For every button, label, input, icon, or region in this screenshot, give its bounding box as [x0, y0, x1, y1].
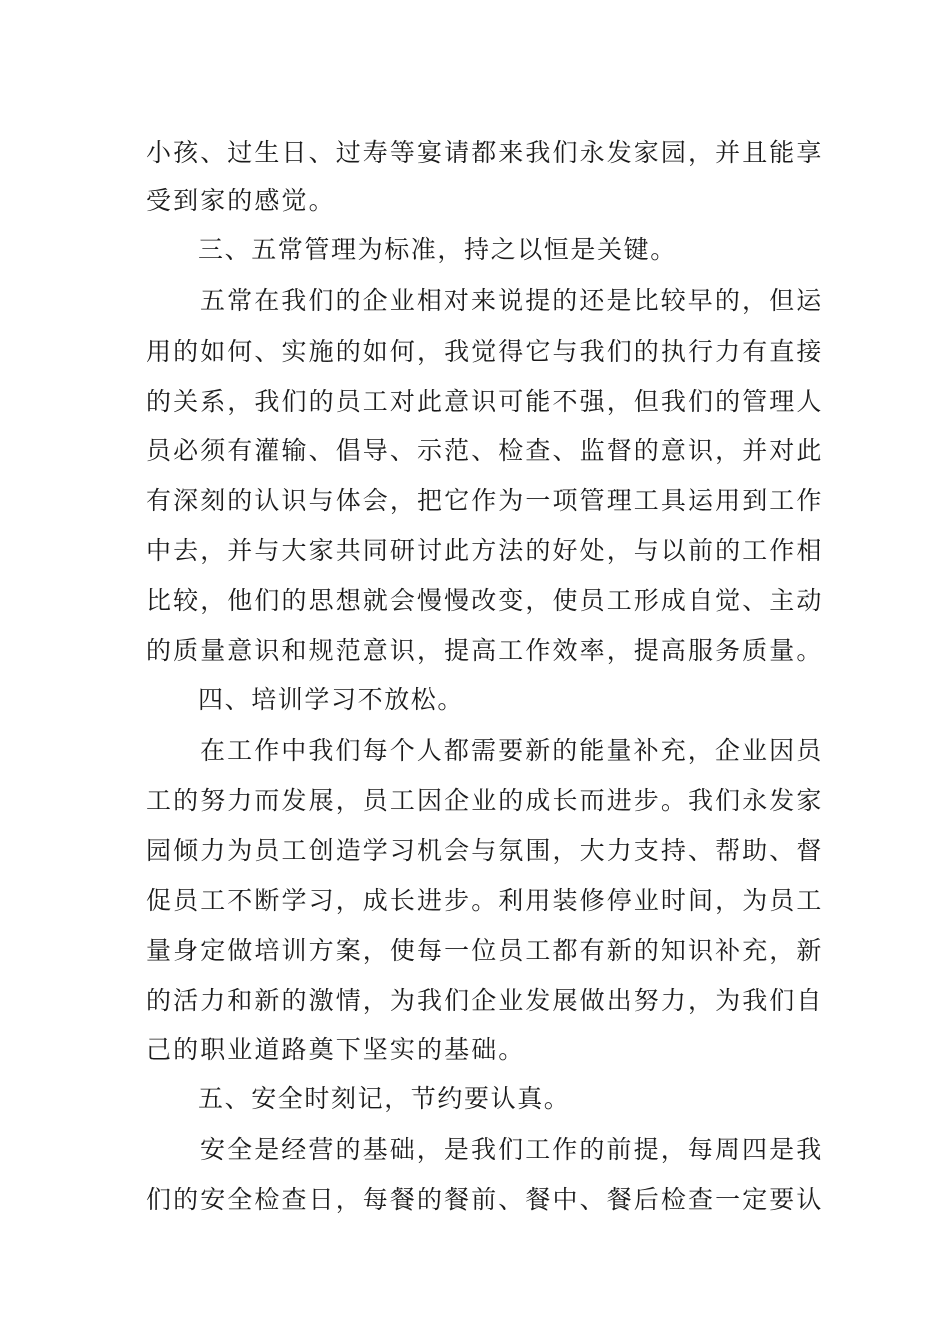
section-heading-4: 四、培训学习不放松。	[198, 685, 465, 714]
paragraph-first-line: 安全是经营的基础，是我们工作的前提，每周四是我	[200, 1135, 824, 1164]
body-text-line: 工的努力而发展，员工因企业的成长而进步。我们永发家	[146, 786, 824, 815]
body-text-line: 员必须有灌输、倡导、示范、检查、监督的意识，并对此	[146, 436, 824, 465]
body-text-line: 小孩、过生日、过寿等宴请都来我们永发家园，并且能享	[146, 138, 824, 167]
section-heading-5: 五、安全时刻记，节约要认真。	[198, 1084, 571, 1113]
paragraph-first-line: 在工作中我们每个人都需要新的能量补充，企业因员	[200, 736, 824, 765]
body-text-line: 的质量意识和规范意识，提高工作效率，提高服务质量。	[146, 636, 824, 665]
body-text-line: 己的职业道路奠下坚实的基础。	[146, 1035, 526, 1064]
body-text-line: 的关系，我们的员工对此意识可能不强，但我们的管理人	[146, 387, 824, 416]
body-text-line: 们的安全检查日，每餐的餐前、餐中、餐后检查一定要认	[146, 1185, 824, 1214]
body-text-line: 量身定做培训方案，使每一位员工都有新的知识补充，新	[146, 936, 824, 965]
body-text-line: 受到家的感觉。	[146, 186, 336, 215]
body-text-line: 用的如何、实施的如何，我觉得它与我们的执行力有直接	[146, 337, 824, 366]
paragraph-first-line: 五常在我们的企业相对来说提的还是比较早的，但运	[200, 286, 824, 315]
body-text-line: 园倾力为员工创造学习机会与氛围，大力支持、帮助、督	[146, 836, 824, 865]
body-text-line: 比较，他们的思想就会慢慢改变，使员工形成自觉、主动	[146, 586, 824, 615]
body-text-line: 促员工不断学习，成长进步。利用装修停业时间，为员工	[146, 886, 824, 915]
body-text-line: 有深刻的认识与体会，把它作为一项管理工具运用到工作	[146, 486, 824, 515]
body-text-line: 的活力和新的激情，为我们企业发展做出努力，为我们自	[146, 986, 824, 1015]
section-heading-3: 三、五常管理为标准，持之以恒是关键。	[198, 235, 677, 264]
body-text-line: 中去，并与大家共同研讨此方法的好处，与以前的工作相	[146, 536, 824, 565]
